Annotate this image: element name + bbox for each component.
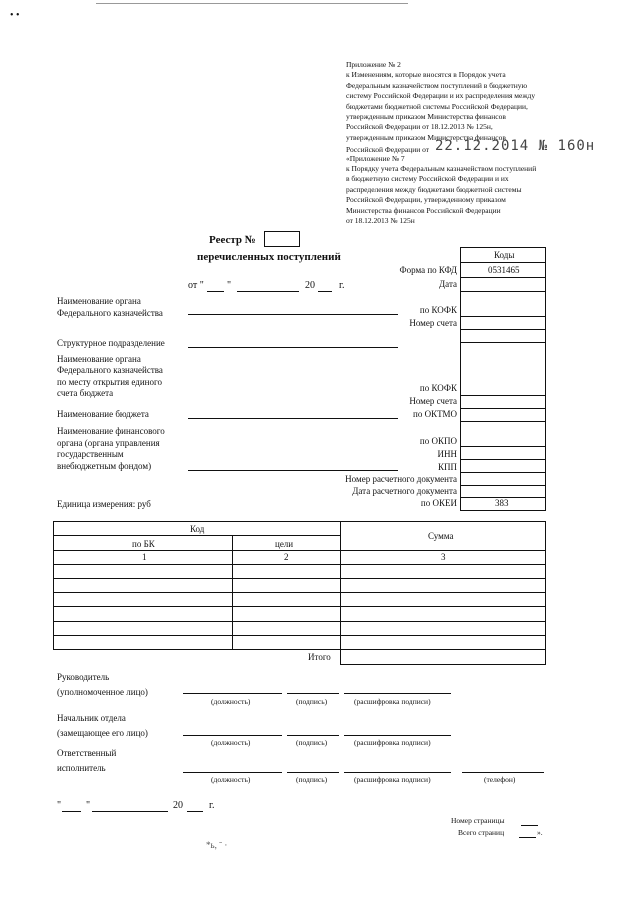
dept-head-label: Начальник отдела (замещающее его лицо) <box>57 713 148 738</box>
kofk-label: по КОФК <box>419 305 457 315</box>
footer-date-quote: " <box>57 800 62 811</box>
position-caption: (должность) <box>211 775 251 784</box>
budget-name-label: Наименование бюджета <box>57 409 149 419</box>
okei-label: по ОКЕИ <box>420 498 457 508</box>
table-body <box>53 564 546 650</box>
register-number-box[interactable] <box>264 231 300 247</box>
codes-divider <box>460 277 546 278</box>
table-col-divider <box>232 535 233 650</box>
signature-caption: (подпись) <box>296 775 328 784</box>
total-label: Итого <box>308 652 331 662</box>
footer-year-suffix: г. <box>209 800 215 811</box>
head-label: Руководитель (уполномоченное лицо) <box>57 672 148 697</box>
decoding-caption: (расшифровка подписи) <box>354 775 431 784</box>
appendix-line: к Порядку учета Федеральным казначейством поступлений <box>346 164 537 174</box>
okud-label: Форма по КФД <box>399 265 457 275</box>
scan-mark: • • <box>10 10 20 21</box>
codes-divider <box>460 316 546 317</box>
appendix-line: Российской Федерации, утвержденному приказом <box>346 195 506 205</box>
table-divider <box>53 535 340 536</box>
col-num-2: 2 <box>284 552 289 562</box>
codes-divider <box>460 262 546 263</box>
col-bk-header: по БК <box>132 539 155 549</box>
date-from-label: от " <box>188 280 204 291</box>
date-year-prefix: 20 <box>305 280 315 291</box>
page-number-field[interactable] <box>521 825 538 826</box>
codes-divider <box>460 421 546 422</box>
appendix-line: Приложение № 2 <box>346 60 401 69</box>
signature-caption: (подпись) <box>296 738 328 747</box>
codes-header: Коды <box>494 250 515 260</box>
appendix-line: утвержденным приказом Министерства финансов <box>346 112 506 122</box>
dept-decoding-field[interactable] <box>344 735 451 736</box>
oktmo-label: по ОКТМО <box>413 409 457 419</box>
register-title: Реестр № <box>209 234 256 246</box>
struct-unit-field[interactable] <box>188 347 398 348</box>
appendix-line: Федеральным казначейством поступлений в бюджетную <box>346 80 528 90</box>
codes-divider <box>460 408 546 409</box>
table-divider <box>53 550 545 551</box>
date-year-suffix: г. <box>339 280 345 291</box>
table-row[interactable] <box>53 606 546 607</box>
appendix-line: «Приложение № 7 <box>346 153 405 163</box>
executor-decoding-field[interactable] <box>344 772 451 773</box>
head-signature-field[interactable] <box>287 693 339 694</box>
register-subtitle: перечисленных поступлений <box>197 251 341 263</box>
okud-code: 0531465 <box>488 265 520 275</box>
footer-year-prefix: 20 <box>173 800 183 811</box>
codes-divider <box>460 485 546 486</box>
executor-label: Ответственный исполнитель <box>57 748 117 773</box>
table-col-divider <box>340 521 341 665</box>
dept-signature-field[interactable] <box>287 735 339 736</box>
scan-edge-line <box>96 3 408 4</box>
date-year-field[interactable] <box>318 291 332 292</box>
total-pages-field[interactable] <box>519 837 536 838</box>
table-row[interactable] <box>53 635 546 636</box>
total-pages-label: Всего страниц <box>458 828 505 837</box>
fin-org-label: Наименование финансового органа (органа управления государственным внебюджетным фондом) <box>57 426 165 471</box>
table-left-border <box>53 521 54 564</box>
footer-date-quote: " <box>86 800 91 811</box>
total-field[interactable] <box>340 649 546 665</box>
appendix-line: к Изменениям, которые вносятся в Порядок учета <box>346 70 506 80</box>
appendix-line: в бюджетную систему Российской Федерации и их <box>346 174 509 184</box>
codes-divider <box>460 342 546 343</box>
appendix-block <box>346 60 596 226</box>
codes-divider <box>460 291 546 292</box>
budget-name-field[interactable] <box>188 418 398 419</box>
total-pages-end: ». <box>537 828 543 837</box>
phone-caption: (телефон) <box>484 775 516 784</box>
codes-divider <box>460 459 546 460</box>
unit-label: Единица измерения: руб <box>57 499 151 509</box>
col-num-1: 1 <box>142 552 147 562</box>
table-top-border <box>53 521 545 522</box>
settle-doc-number-label: Номер расчетного документа <box>345 474 457 484</box>
head-decoding-field[interactable] <box>344 693 451 694</box>
page-number-label: Номер страницы <box>451 816 505 825</box>
appendix-line: бюджетами бюджетной системы Российской Федерации, <box>346 101 528 111</box>
code-header: Код <box>190 524 205 534</box>
scan-mark: *ь, ˉ · <box>206 840 228 850</box>
dept-position-field[interactable] <box>183 735 282 736</box>
order-date-stamp: 22.12.2014 № 160н <box>434 138 596 155</box>
decoding-caption: (расшифровка подписи) <box>354 738 431 747</box>
fin-org-field[interactable] <box>188 470 398 471</box>
okei-code: 383 <box>495 498 509 508</box>
codes-divider <box>460 446 546 447</box>
col-num-3: 3 <box>441 552 446 562</box>
footer-year-field[interactable] <box>187 811 203 812</box>
appendix-line: распределения между бюджетами бюджетной системы <box>346 184 522 194</box>
okpo-label: по ОКПО <box>419 436 457 446</box>
appendix-line: Министерства финансов Российской Федерации <box>346 205 501 215</box>
appendix-line: систему Российской Федерации и их распределения между <box>346 91 536 101</box>
date-month-field[interactable] <box>237 291 299 292</box>
col-goal-header: цели <box>275 539 294 549</box>
org-open-label: Наименование органа Федерального казначейства по месту открытия единого счета бюджета <box>57 354 163 398</box>
signature-caption: (подпись) <box>296 697 328 706</box>
appendix-line: от 18.12.2013 № 125н <box>346 216 415 226</box>
appendix-line: Российской Федерации от 18.12.2013 № 125н, <box>346 122 493 132</box>
appendix-line: утвержденным приказом Министерства финансов <box>346 132 506 142</box>
codes-divider <box>460 329 546 330</box>
account-label: Номер счета <box>409 318 457 328</box>
executor-position-field[interactable] <box>183 772 282 773</box>
inn-label: ИНН <box>437 449 457 459</box>
org-name-label: Наименование органа Федерального казначейства <box>57 296 163 318</box>
date-code-label: Дата <box>439 279 457 289</box>
struct-unit-label: Структурное подразделение <box>57 338 165 348</box>
executor-signature-field[interactable] <box>287 772 339 773</box>
head-position-field[interactable] <box>183 693 282 694</box>
org-name-field[interactable] <box>188 314 398 315</box>
codes-divider <box>460 395 546 396</box>
executor-phone-field[interactable] <box>462 772 544 773</box>
appendix-line: Российской Федерации от <box>346 145 430 155</box>
date-day-field[interactable] <box>207 291 224 292</box>
table-row[interactable] <box>53 592 546 593</box>
table-row[interactable] <box>53 621 546 622</box>
date-quote: " <box>227 280 232 291</box>
decoding-caption: (расшифровка подписи) <box>354 697 431 706</box>
footer-month-field[interactable] <box>92 811 168 812</box>
table-right-border <box>545 521 546 564</box>
col-sum-header: Сумма <box>428 531 454 541</box>
table-row[interactable] <box>53 578 546 579</box>
position-caption: (должность) <box>211 697 251 706</box>
footer-day-field[interactable] <box>62 811 81 812</box>
account-label: Номер счета <box>409 396 457 406</box>
kpp-label: КПП <box>437 462 457 472</box>
position-caption: (должность) <box>211 738 251 747</box>
kofk-label: по КОФК <box>419 383 457 393</box>
codes-divider <box>460 472 546 473</box>
settle-doc-date-label: Дата расчетного документа <box>352 486 457 496</box>
